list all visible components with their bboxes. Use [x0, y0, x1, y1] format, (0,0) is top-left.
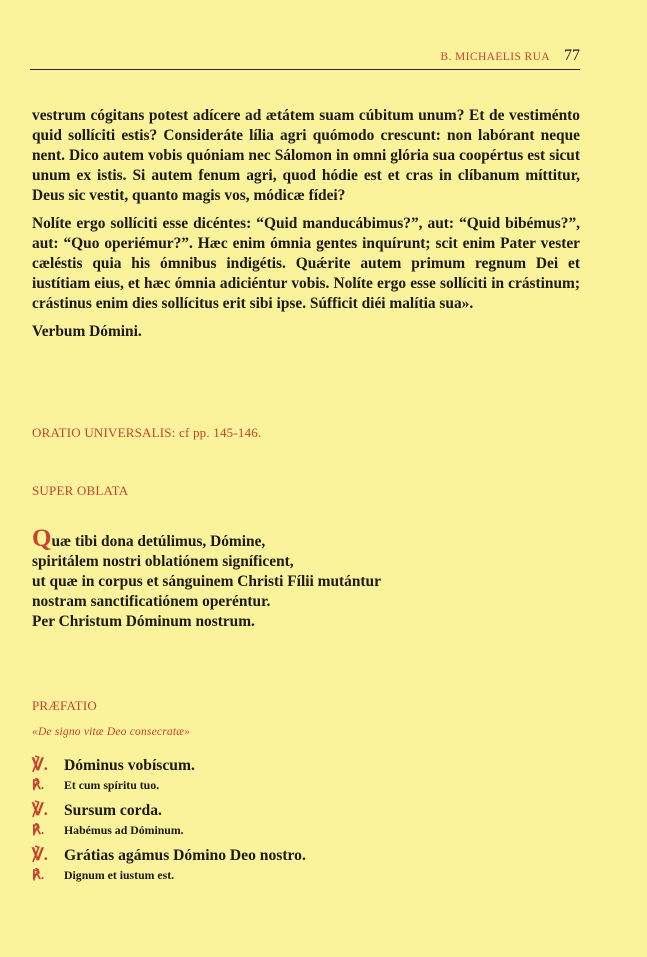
response-row — [32, 822, 592, 839]
versicle-text: Sursum corda. — [64, 802, 162, 819]
versicle-row — [32, 845, 592, 867]
drop-initial: Q — [32, 525, 52, 552]
dialogue-pair — [32, 845, 592, 884]
running-title: B. MICHAELIS RUA — [440, 51, 550, 63]
prayer-line-2: spiritálem nostri oblatiónem signíficent, — [32, 553, 294, 570]
dialogue-pair — [32, 755, 592, 794]
page-number: 77 — [564, 47, 580, 64]
response-symbol: ℟. — [32, 777, 45, 792]
response-text: Habémus ad Dóminum. — [64, 823, 184, 837]
versicle-text: Grátias agámus Dómino Deo nostro. — [64, 847, 306, 864]
prayer-first-line — [32, 525, 592, 552]
super-oblata-heading: SUPER OBLATA — [32, 483, 129, 498]
response-row — [32, 867, 592, 884]
running-head — [30, 47, 580, 70]
response-symbol: ℟. — [32, 867, 45, 882]
versicle-symbol: ℣. — [32, 755, 48, 774]
response-text: Et cum spíritu tuo. — [64, 778, 160, 792]
gospel-paragraph-2: Nolíte ergo sollíciti esse dicéntes: “Quid manducábimus?”, aut: “Quid bibémus?”, aut: “Quo operiémur?”. Hæc enim ómnia gentes inquírunt; scit enim Pater vester cæléstis quia his ómnibus indigétis. Quǽrite autem primum regnum Dei et iustítiam eius, et hæc ómnia adiciéntur vobis. Nolíte ergo esse sollíciti in crástinum; crástinus enim dies sollícitus erit sibi ipse. Súfficit diéi malítia sua». — [32, 215, 580, 312]
dialogue-pair — [32, 800, 592, 839]
praefatio-subtitle: «De signo vitæ Deo consecratæ» — [32, 726, 191, 738]
versicle-row — [32, 800, 592, 822]
verbum-domini: Verbum Dómini. — [32, 323, 142, 340]
super-oblata-prayer — [32, 525, 592, 632]
versicle-text: Dóminus vobíscum. — [64, 757, 195, 774]
response-row — [32, 777, 592, 794]
prayer-line-1-rest: uæ tibi dona detúlimus, Dómine, — [51, 533, 266, 550]
gospel-text — [32, 106, 580, 350]
preface-dialogue — [32, 755, 592, 890]
prayer-line-3: ut quæ in corpus et sánguinem Christi Fílii mutántur — [32, 573, 381, 590]
oratio-universalis-rubric: ORATIO UNIVERSALIS: cf pp. 145-146. — [32, 425, 262, 440]
response-text: Dignum et iustum est. — [64, 868, 175, 882]
versicle-row — [32, 755, 592, 777]
prayer-line-4: nostram sanctificatiónem operéntur. — [32, 593, 271, 610]
response-symbol: ℟. — [32, 822, 45, 837]
versicle-symbol: ℣. — [32, 845, 48, 864]
prayer-conclusion: Per Christum Dóminum nostrum. — [32, 613, 255, 630]
praefatio-heading: PRÆFATIO — [32, 698, 97, 713]
versicle-symbol: ℣. — [32, 800, 48, 819]
gospel-paragraph-1: vestrum cógitans potest adícere ad ætátem suam cúbitum unum? Et de vestiménto quid sollíciti estis? Consideráte lília agri quómodo crescunt: non labórant neque nent. Dico autem vobis quóniam nec Sálomon in omni glória sua coopértus est sicut unum ex istis. Si autem fenum agri, quod hódie est et cras in clíbanum míttitur, Deus sic vestit, quanto magis vos, módicæ fídei? — [32, 107, 580, 204]
